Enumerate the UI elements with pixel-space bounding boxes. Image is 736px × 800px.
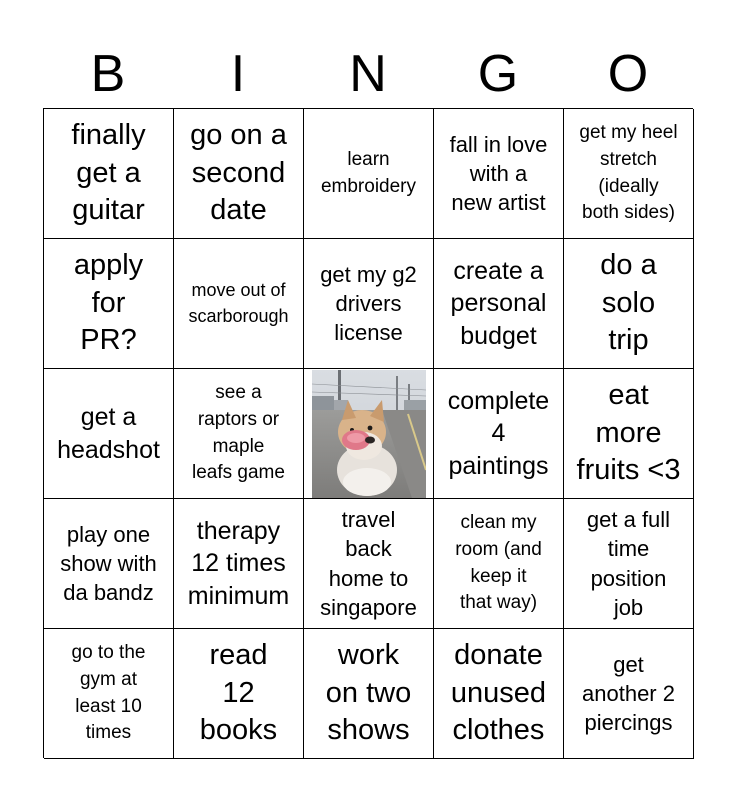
bingo-cell[interactable] xyxy=(44,369,174,499)
bingo-cell[interactable] xyxy=(44,629,174,759)
bingo-cell-text: travel back home to singapore xyxy=(320,507,417,620)
bingo-cell-text: fall in love with a new artist xyxy=(449,131,548,216)
bingo-cell[interactable] xyxy=(44,109,174,239)
header-letter-n: N xyxy=(349,45,387,103)
bingo-cell[interactable] xyxy=(174,499,304,629)
bingo-cell-text: go on a second date xyxy=(190,118,287,227)
bingo-cell-text: go to the gym at least 10 times xyxy=(71,642,146,744)
bingo-cell[interactable] xyxy=(434,499,564,629)
bingo-cell-text: therapy 12 times minimum xyxy=(187,516,290,610)
bingo-cell[interactable] xyxy=(174,629,304,759)
bingo-cell-text: donate unused clothes xyxy=(450,638,547,747)
bingo-cell[interactable] xyxy=(174,239,304,369)
bingo-cell[interactable] xyxy=(174,109,304,239)
bingo-cell[interactable] xyxy=(44,239,174,369)
bingo-cell[interactable] xyxy=(304,239,434,369)
bingo-cell-text: finally get a guitar xyxy=(71,118,146,227)
bingo-cell-text: create a personal budget xyxy=(450,256,547,350)
bingo-cell[interactable] xyxy=(304,109,434,239)
bingo-cell[interactable] xyxy=(564,629,694,759)
bingo-header xyxy=(43,40,693,108)
bingo-cell[interactable] xyxy=(44,499,174,629)
bingo-cell[interactable] xyxy=(304,499,434,629)
bingo-cell-text: do a solo trip xyxy=(600,248,657,357)
bingo-cell-text: play one show with da bandz xyxy=(60,521,157,606)
dog-photo xyxy=(312,370,426,498)
bingo-cell-text: clean my room (and keep it that way) xyxy=(455,512,542,614)
bingo-cell[interactable] xyxy=(434,369,564,499)
bingo-cell[interactable] xyxy=(434,239,564,369)
bingo-cell[interactable] xyxy=(434,629,564,759)
header-letter-i: I xyxy=(230,45,246,103)
header-letter-b: B xyxy=(90,45,126,103)
header-letter-o: O xyxy=(607,45,649,103)
bingo-cell-text: see a raptors or maple leafs game xyxy=(192,382,285,484)
bingo-cell-text: move out of scarborough xyxy=(188,280,289,326)
bingo-cell-text: get a full time position job xyxy=(586,507,671,620)
header-letter-g: G xyxy=(477,45,519,103)
bingo-cell[interactable] xyxy=(174,369,304,499)
bingo-cell-text: get a headshot xyxy=(57,403,160,464)
bingo-cell-text: read 12 books xyxy=(199,638,278,747)
bingo-cell-text: complete 4 paintings xyxy=(447,386,550,480)
bingo-card-grid xyxy=(43,108,693,758)
bingo-cell-text: get my g2 drivers license xyxy=(320,261,417,346)
bingo-cell[interactable] xyxy=(434,109,564,239)
bingo-cell-text: work on two shows xyxy=(325,638,412,747)
bingo-cell[interactable] xyxy=(564,369,694,499)
bingo-cell[interactable] xyxy=(304,629,434,759)
bingo-cell-text: get my heel stretch (ideally both sides) xyxy=(579,122,678,224)
bingo-cell[interactable] xyxy=(564,239,694,369)
bingo-cell-text: learn embroidery xyxy=(320,148,417,197)
bingo-cell-text: apply for PR? xyxy=(73,248,144,357)
bingo-cell[interactable] xyxy=(564,109,694,239)
bingo-cell-text: eat more fruits <3 xyxy=(576,378,681,487)
bingo-cell[interactable] xyxy=(564,499,694,629)
bingo-cell-text: get another 2 piercings xyxy=(582,651,675,736)
bingo-free-space[interactable] xyxy=(304,369,434,499)
